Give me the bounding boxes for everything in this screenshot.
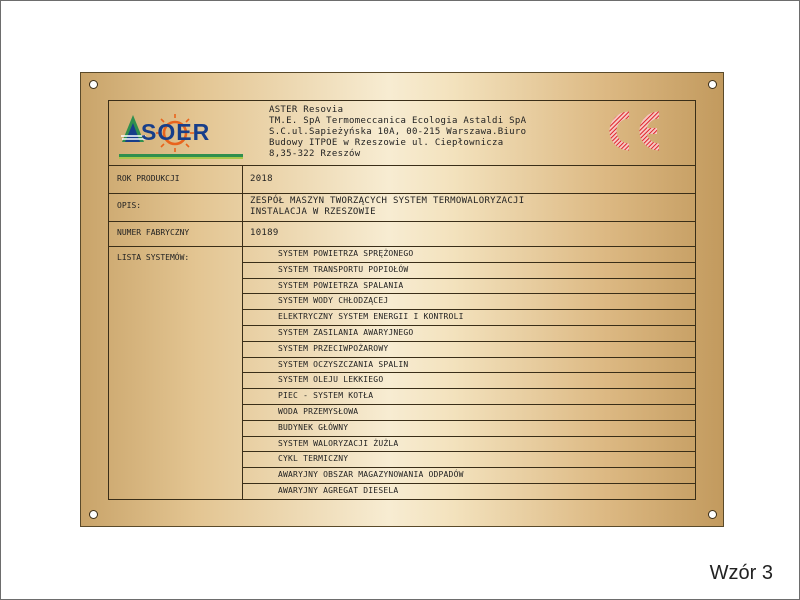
system-list-item: SYSTEM PRZECIWPOŻAROWY [278,343,389,353]
label-systems-list: LISTA SYSTEMÓW: [117,253,190,262]
row-divider [109,246,695,247]
system-row-divider [242,404,695,405]
company-line-4: Budowy ITPOE w Rzeszowie ul. Ciepłownicza [269,138,504,148]
system-list-item: BUDYNEK GŁÓWNY [278,422,349,432]
value-serial-number: 10189 [250,228,279,238]
system-list-item: PIEC - SYSTEM KOTŁA [278,391,374,401]
logo-wordmark: SOER [141,119,211,145]
system-list-item: AWARYJNY OBSZAR MAGAZYNOWANIA ODPADÓW [278,470,464,480]
system-row-divider [242,388,695,389]
system-list-item: SYSTEM WALORYZACJI ŻUŻLA [278,438,399,448]
system-list-item: ELEKTRYCZNY SYSTEM ENERGII I KONTROLI [278,312,464,322]
system-row-divider [242,278,695,279]
system-row-divider [242,341,695,342]
value-production-year: 2018 [250,174,273,184]
aster-logo-icon [119,109,244,161]
mounting-hole-top-right [708,80,717,89]
system-list-item: CYKL TERMICZNY [278,454,349,464]
system-list-item: SYSTEM OLEJU LEKKIEGO [278,375,384,385]
mounting-hole-bottom-right [708,510,717,519]
row-divider [109,193,695,194]
plate-table [108,100,696,500]
system-list-item: SYSTEM WODY CHŁODZĄCEJ [278,296,389,306]
system-row-divider [242,436,695,437]
value-description-line-1: ZESPÓŁ MASZYN TWORZĄCYCH SYSTEM TERMOWALORYZACJI [250,196,525,206]
caption: Wzór 3 [709,562,773,584]
system-row-divider [242,483,695,484]
system-row-divider [242,372,695,373]
mounting-hole-top-left [89,80,98,89]
mounting-hole-bottom-left [89,510,98,519]
company-line-2: TM.E. SpA Termomeccanica Ecologia Astaldi SpA [269,116,527,126]
system-row-divider [242,420,695,421]
column-divider [242,165,243,499]
system-row-divider [242,467,695,468]
label-serial-number: NUMER FABRYCZNY [117,228,190,237]
system-list-item: SYSTEM OCZYSZCZANIA SPALIN [278,359,409,369]
system-row-divider [242,309,695,310]
row-divider [109,165,695,166]
system-list-item: SYSTEM POWIETRZA SPALANIA [278,280,404,290]
value-description-line-2: INSTALACJA W RZESZOWIE [250,207,376,217]
system-row-divider [242,262,695,263]
system-row-divider [242,451,695,452]
row-divider [109,221,695,222]
system-list-item: AWARYJNY AGREGAT DIESELA [278,486,399,495]
name-plate [80,72,724,527]
system-list-item: SYSTEM ZASILANIA AWARYJNEGO [278,328,414,337]
system-list-item: SYSTEM POWIETRZA SPRĘŻONEGO [278,249,414,258]
system-row-divider [242,325,695,326]
label-production-year: ROK PRODUKCJI [117,174,180,183]
ce-mark-icon [599,107,669,155]
company-line-5: 8,35-322 Rzeszów [269,149,361,159]
system-list-item: SYSTEM TRANSPORTU POPIOŁÓW [278,264,409,274]
system-row-divider [242,293,695,294]
system-list-item: WODA PRZEMYSŁOWA [278,407,359,416]
system-row-divider [242,357,695,358]
company-line-3: S.C.ul.Sapieżyńska 10A, 00-215 Warszawa.Biuro [269,127,527,137]
company-line-1: ASTER Resovia [269,105,344,115]
label-description: OPIS: [117,201,142,210]
system-row-divider [242,499,695,500]
